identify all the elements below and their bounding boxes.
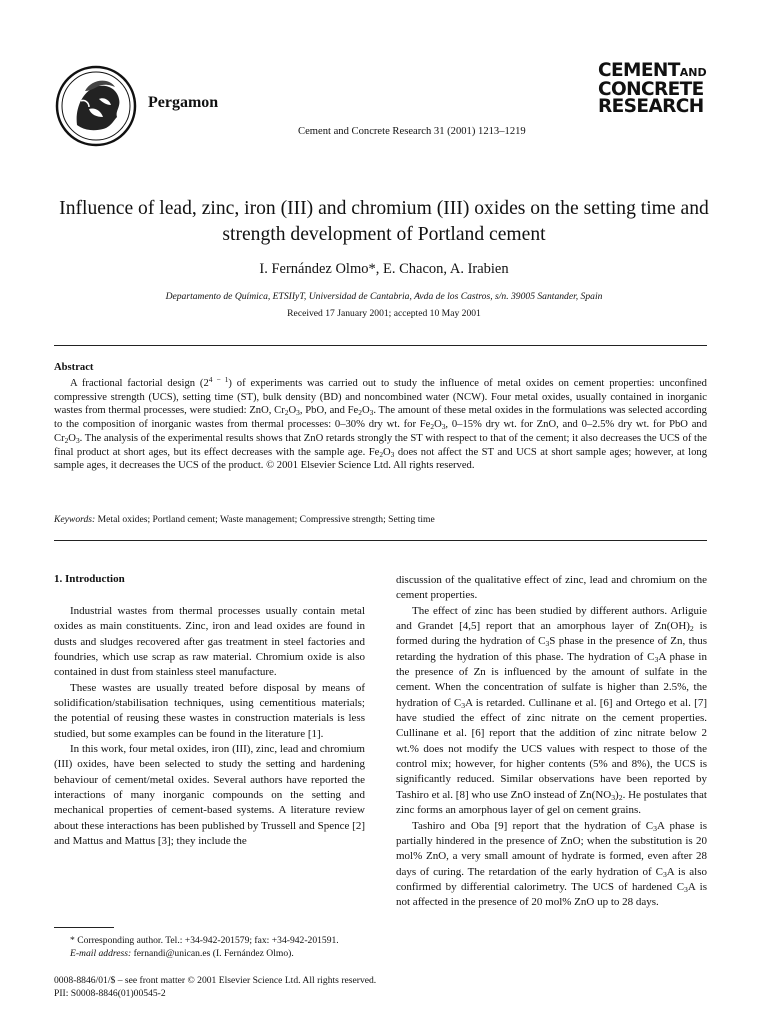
footnote bbox=[54, 935, 374, 960]
publisher-name: Pergamon bbox=[148, 94, 219, 111]
corresponding-author: * Corresponding author. Tel.: +34-942-201579; fax: +34-942-201591. bbox=[70, 935, 339, 946]
copyright-line: 0008-8846/01/$ – see front matter © 2001 Elsevier Science Ltd. All rights reserved. bbox=[54, 975, 377, 986]
journal-brand bbox=[598, 62, 708, 115]
body-paragraph: The effect of zinc has been studied by different authors. Arliguie and Grandet [4,5] report that an amorphous layer of $Zn(OH)_2$ is formed during the hydration of $C_3S$ phase in the presence of Zn, thus retarding the hydration of this phase. The hydration of $C_3A$ phase in the presence of Zn is influenced by the amount of sulfate in the cement. When the concentration of sulfate is higher than 2.5%, the hydration of $C_3A$ is retarded. Cullinane et al. [6] and Ortego et al. [7] have studied the effect of zinc nitrate on the cement properties. Cullinane et al. [6] report that the addition of zinc nitrate below 2 wt.% does not modify the UCS values with respect to those of the control mix; however, for higher contents (5% and 8%), the UCS is significantly reduced. Similar observations have been reported by Tashiro et al. [8] who use ZnO instead of $Zn(NO_3)_2$. He postulates that zinc forms an amorphous layer of gel on cement grains. bbox=[396, 604, 707, 817]
section-heading: 1. Introduction bbox=[54, 573, 125, 585]
top-divider bbox=[54, 345, 707, 346]
keywords-line bbox=[54, 514, 707, 525]
brand-cement: CEMENT bbox=[598, 60, 680, 81]
brand-concrete: CONCRETE bbox=[598, 79, 704, 100]
body-paragraph: These wastes are usually treated before disposal by means of solidification/stabilisation techniques, using cementitious materials; the potential of reusing these wastes in construction materials is less studied, but some examples can be found in the literature [1]. bbox=[54, 681, 365, 740]
brand-research: RESEARCH bbox=[598, 96, 704, 117]
article-title: Influence of lead, zinc, iron (III) and chromium (III) oxides on the setting time and strength development of Portland cement bbox=[59, 198, 709, 245]
abstract-heading: Abstract bbox=[54, 362, 94, 373]
body-paragraph: Industrial wastes from thermal processes usually contain metal oxides as main constituents. Zinc, iron and lead oxides are found in dusts and sludges recovered after gas treatment in steel factories and foundries, which use scrap as raw material. Chromium oxide is also contained in dust from stainless steel manufacture. bbox=[54, 605, 365, 679]
brand-and: AND bbox=[679, 66, 707, 79]
email-label: E-mail address: bbox=[70, 947, 132, 959]
email-line bbox=[54, 948, 374, 961]
body-paragraph: In this work, four metal oxides, iron (III), zinc, lead and chromium (III) oxides, have been selected to study the setting and hardening behaviour of cement/metal oxides. Several authors have reported the interactions of many inorganic compounds on the setting and mechanical properties of cement-based systems. A literature review about these interactions has been published by Trussell and Spence [2] and Mattus and Mattus [3]; they include the bbox=[54, 743, 365, 848]
pii-line: PII: S0008-8846(01)00545-2 bbox=[54, 987, 166, 999]
email-address: fernandi@unican.es (I. Fernández Olmo). bbox=[131, 947, 294, 959]
abstract-text: A fractional factorial design $(2^{4 - 1})$ of experiments was carried out to study the influence of metal oxides on cement properties: unconfined compressive strength (UCS), setting time (ST), bulk density (BD) and noncombined water (NCW). Four metal oxides, usually contained in inorganic wastes from thermal processes, were studied: ZnO, $Cr_2O_3$, PbO, and $Fe_2O_3$. The amount of these metal oxides in the formulations was selected according to the composition of inorganic wastes from thermal processes: 0–30% dry wt. for $Fe_2O_3$, 0–15% dry wt. for ZnO, and 0–2.5% dry wt. for PbO and $Cr_2O_3$. The analysis of the experimental results shows that ZnO retards strongly the ST with respect to that of the cement; it also decreases the UCS of the final product at short ages, but its effect decreases with the sample age. $Fe_2O_3$ does not affect the ST and UCS at short sample ages; however, at long sample ages, it decreases the UCS of the product. © 2001 Elsevier Science Ltd. All rights reserved. bbox=[54, 375, 707, 472]
footnote-divider bbox=[54, 927, 114, 928]
keywords-text: Metal oxides; Portland cement; Waste management; Compressive strength; Setting time bbox=[95, 514, 435, 525]
journal-reference: Cement and Concrete Research 31 (2001) 1213–1219 bbox=[298, 126, 526, 137]
right-column bbox=[396, 573, 707, 911]
received-dates: Received 17 January 2001; accepted 10 May 2001 bbox=[287, 308, 481, 319]
author-affiliation: Departamento de Química, ETSIIyT, Universidad de Cantabria, Avda de los Castros, s/n. 39005 Santander, Spain bbox=[165, 291, 603, 302]
left-column bbox=[54, 604, 365, 850]
publisher-logo bbox=[55, 65, 137, 147]
abstract-divider bbox=[54, 540, 707, 541]
keywords-label: Keywords: bbox=[54, 514, 96, 525]
body-paragraph: Tashiro and Oba [9] report that the hydration of $C_3A$ phase is partially hindered in the presence of ZnO; when the substitution is 20 mol% ZnO, a very small amount of hydrate is formed, even after 28 days of curing. The retardation of the early hydration of $C_3A$ is also confirmed by differential calorimetry. The UCS of hardened $C_3A$ is not affected in the presence of 20 mol% ZnO up to 28 days. bbox=[396, 819, 707, 909]
article-authors: I. Fernández Olmo*, E. Chacon, A. Irabien bbox=[259, 261, 509, 277]
pergamon-logo-icon bbox=[55, 65, 137, 147]
front-matter bbox=[54, 975, 376, 1000]
body-paragraph: discussion of the qualitative effect of zinc, lead and chromium on the cement properties. bbox=[396, 574, 707, 602]
